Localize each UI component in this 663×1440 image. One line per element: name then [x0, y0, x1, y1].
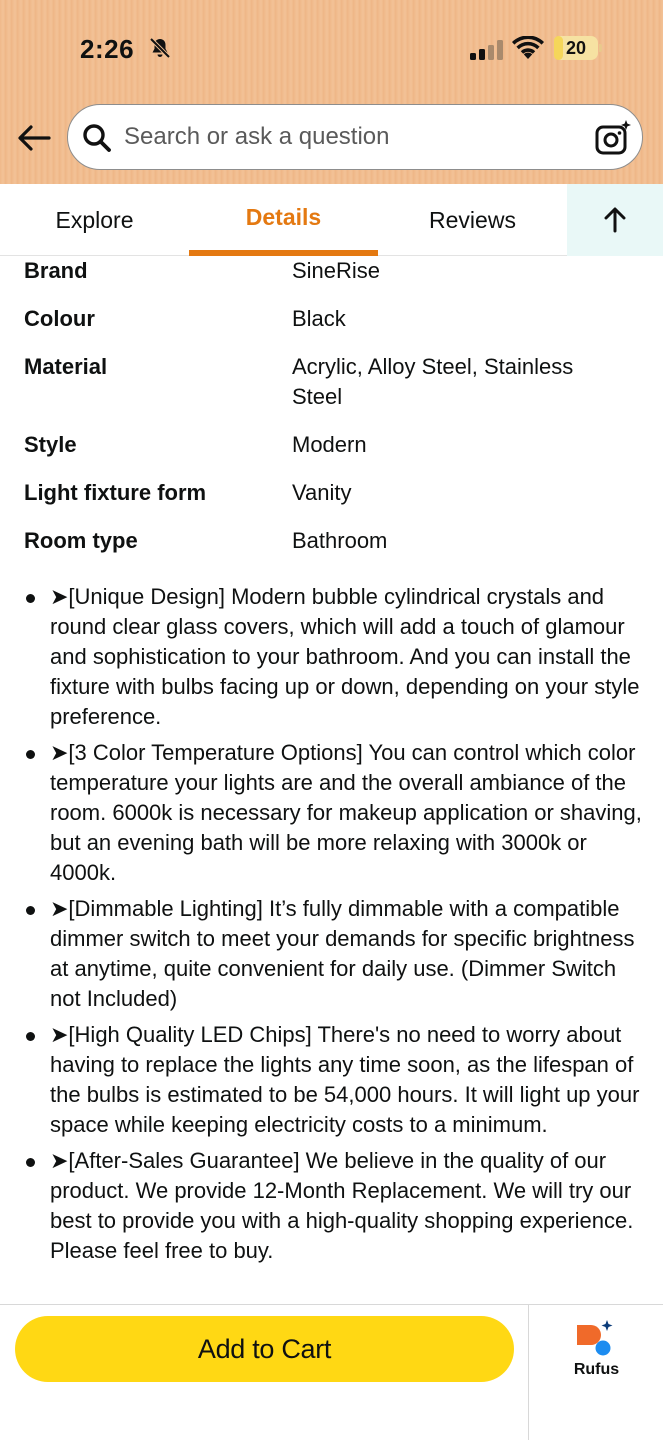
arrow-up-icon [603, 207, 627, 233]
spec-key: Light fixture form [24, 480, 207, 505]
feature-bullet: ➤[Dimmable Lighting] It’s fully dimmable with a compatible dimmer switch to meet your demands for specific brightness at anytime, quite convenient for daily use. (Dimmer Switch not Included) [0, 894, 663, 1014]
spec-key: Colour [24, 306, 95, 331]
spec-value: Black [292, 306, 346, 331]
tab-bar [0, 184, 663, 256]
spec-table [0, 256, 663, 556]
status-time: 2:26 [80, 34, 135, 64]
header [0, 0, 663, 184]
battery-icon [554, 36, 602, 60]
search-input[interactable] [124, 115, 564, 159]
feature-bullet: ➤[3 Color Temperature Options] You can control which color temperature your lights are and the overall ambiance of the room. 6000k is necessary for makeup application or shaving, but an evening bath will be more relaxing with 3000k or 4000k. [0, 738, 663, 888]
spec-row-material [0, 352, 663, 412]
search-bar[interactable] [67, 104, 643, 170]
spec-key: Room type [24, 528, 138, 553]
status-bar [0, 0, 663, 98]
signal-icon [470, 40, 504, 60]
bottom-action-bar [0, 1304, 663, 1440]
spec-row-brand [0, 256, 663, 286]
wifi-icon [512, 36, 544, 60]
spec-row-light-fixture-form [0, 478, 663, 508]
tab-reviews[interactable]: Reviews [429, 206, 516, 233]
spec-key: Brand [24, 258, 88, 283]
camera-icon[interactable] [594, 119, 632, 157]
spec-value: Modern [292, 432, 367, 457]
tab-explore[interactable]: Explore [55, 206, 134, 233]
spec-value: Bathroom [292, 528, 388, 553]
rufus-icon [573, 1319, 617, 1359]
spec-value: Acrylic, Alloy Steel, Stainless Steel [292, 354, 574, 409]
spec-value: Vanity [292, 480, 352, 505]
spec-value: SineRise [292, 258, 381, 283]
scroll-to-top-button[interactable] [567, 184, 663, 256]
spec-row-style [0, 430, 663, 460]
rufus-button[interactable] [528, 1305, 663, 1440]
spec-key: Style [24, 432, 77, 457]
battery-nub [599, 44, 602, 52]
feature-bullet: ➤[High Quality LED Chips] There's no need to worry about having to replace the lights any time soon, as the lifespan of the bulbs is estimated to be 54,000 hours. It will light up your space while keeping electricity costs to a minimum. [0, 1020, 663, 1140]
battery-level: 20 [565, 38, 587, 58]
spec-row-room-type [0, 526, 663, 556]
feature-bullet: ➤[Unique Design] Modern bubble cylindrical crystals and round clear glass covers, which will add a touch of glamour and sophistication to your bathroom. And you can install the fixture with bulbs facing up or down, depending on your style preference. [0, 582, 663, 732]
feature-bullet-list [0, 582, 663, 1272]
spec-row-colour [0, 304, 663, 334]
back-button[interactable] [14, 118, 54, 158]
search-icon [82, 123, 112, 153]
bell-slash-icon [148, 36, 172, 60]
add-to-cart-button[interactable]: Add to Cart [15, 1316, 514, 1382]
back-arrow-icon [17, 124, 51, 152]
tab-details[interactable]: Details [245, 203, 322, 230]
rufus-label: Rufus [573, 1361, 620, 1378]
spec-key: Material [24, 354, 108, 379]
feature-bullet: ➤[After-Sales Guarantee] We believe in the quality of our product. We provide 12-Month Replacement. We will try our best to provide you with a high-quality shopping experience. Please feel free to buy. [0, 1146, 663, 1266]
